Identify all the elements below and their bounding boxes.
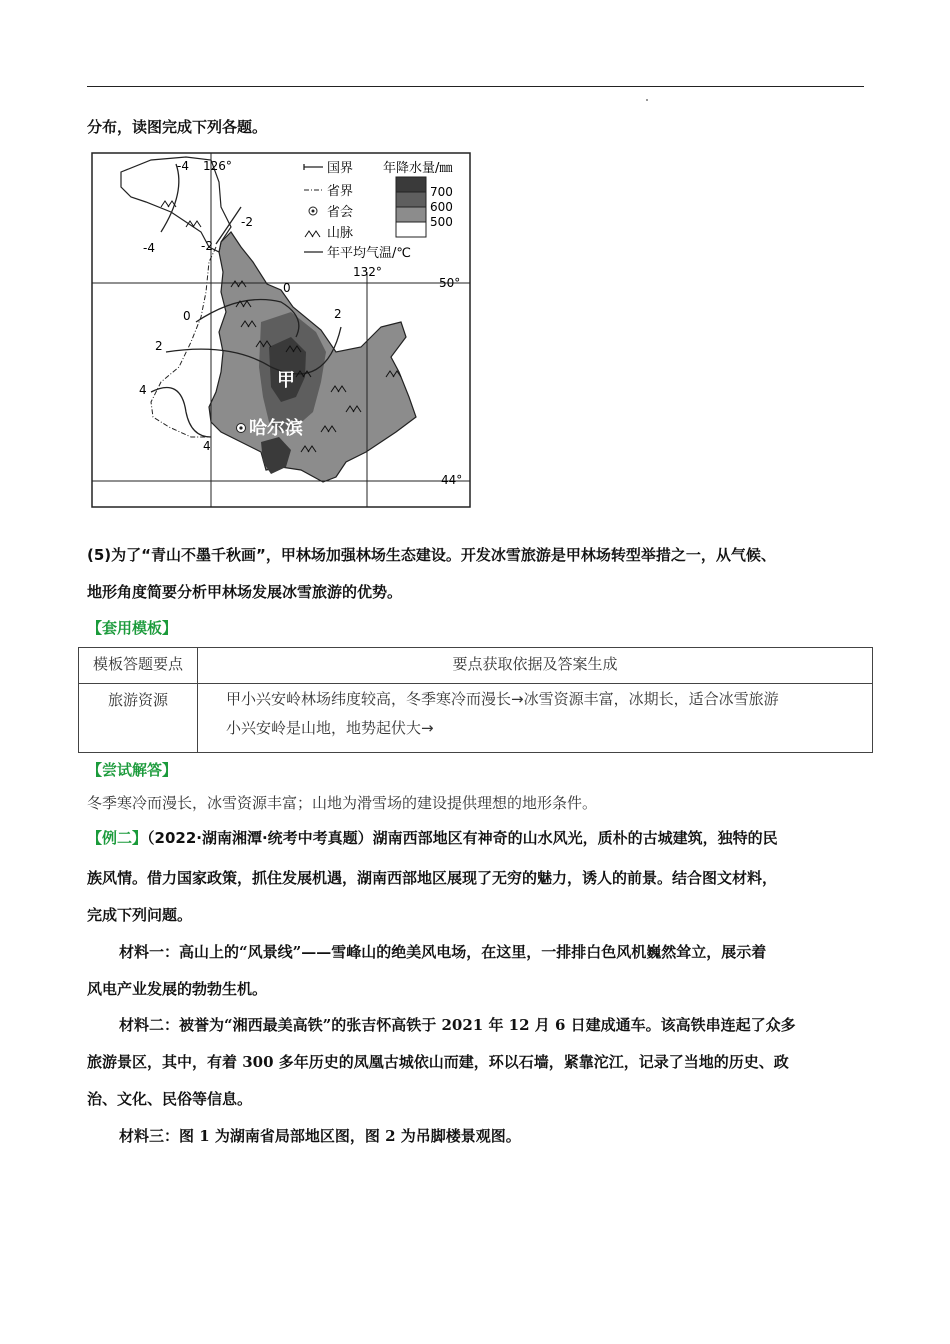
q5-line2: 地形角度简要分析甲林场发展冰雪旅游的优势。: [87, 583, 403, 601]
iso-label: 2: [155, 339, 163, 353]
iso-label: 4: [203, 439, 211, 453]
legend-border: 国界: [327, 161, 354, 176]
template-label: 【套用模板】: [87, 619, 178, 637]
legend-province-border: 省界: [327, 184, 354, 199]
answer-text: 冬季寒冷而漫长，冰雪资源丰富；山地为滑雪场的建设提供理想的地形条件。: [87, 794, 598, 812]
template-table: [78, 647, 873, 753]
answer-label: 【尝试解答】: [87, 761, 178, 779]
table-row-line2: 小兴安岭是山地，地势起伏大→: [226, 719, 434, 737]
table-header-basis: 要点获取依据及答案生成: [198, 648, 873, 684]
iso-label: 0: [283, 281, 291, 295]
material1-line2: 风电产业发展的勃勃生机。: [87, 980, 268, 998]
material2-line1: 材料二：被誉为“湘西最美高铁”的张吉怀高铁于 2021 年 12 月 6 日建成通车。该高铁串连起了众多: [119, 1016, 796, 1034]
material2-line2: 旅游景区，其中，有着 300 多年历史的凤凰古城依山而建，环以石墙，紧靠沱江，记录了当地的历史、政: [87, 1053, 789, 1071]
iso-label: -4: [143, 241, 155, 255]
label-50: 50°: [439, 276, 461, 290]
iso-label: -2: [241, 215, 253, 229]
table-row-line1: 甲小兴安岭林场纬度较高，冬季寒冷而漫长→冰雪资源丰富，冰期长，适合冰雪旅游: [226, 690, 779, 708]
material2-line3: 治、文化、民俗等信息。: [87, 1090, 253, 1108]
iso-label: 2: [334, 307, 342, 321]
material3-line: 材料三：图 1 为湖南省局部地区图，图 2 为吊脚楼景观图。: [119, 1127, 521, 1145]
example2-tag: 【例二】: [87, 829, 148, 847]
table-row-key: 旅游资源: [79, 684, 198, 753]
example2-line1: [87, 828, 778, 848]
material1-line1: 材料一：高山上的“风景线”——雪峰山的绝美风电场，在这里，一排排白色风机巍然耸立，展示着: [119, 943, 767, 961]
example2-line3: 完成下列问题。: [87, 906, 193, 924]
heilongjiang-map: [91, 152, 471, 508]
iso-label: 4: [139, 383, 147, 397]
example2-source: （2022·湖南湘潭·统考中考真题）: [147, 829, 373, 847]
legend-capital: 省会: [327, 205, 354, 220]
header-rule: [87, 86, 864, 87]
label-126: 126°: [203, 159, 232, 173]
legend-precip-title: 年降水量/㎜: [383, 161, 453, 176]
legend-mountain: 山脉: [327, 226, 354, 241]
legend-500: 500: [430, 215, 453, 229]
intro-text: 分布，读图完成下列各题。: [87, 118, 268, 136]
label-132: 132°: [353, 265, 382, 279]
example2-line1-rest: 湖南西部地区有神奇的山水风光，质朴的古城建筑，独特的民: [372, 829, 778, 847]
example2-line2: 族风情。借力国家政策，抓住发展机遇，湖南西部地区展现了无穷的魅力，诱人的前景。结合图文材料，: [87, 869, 778, 887]
iso-label: -4: [177, 159, 189, 173]
iso-label: 0: [183, 309, 191, 323]
label-jia: 甲: [277, 370, 295, 391]
label-harbin: 哈尔滨: [249, 418, 303, 439]
legend-isotherm: 年平均气温/℃: [327, 246, 411, 261]
q5-line1: (5)为了“青山不墨千秋画”，甲林场加强林场生态建设。开发冰雪旅游是甲林场转型举措之一，从气候、: [87, 546, 776, 564]
iso-label: -2: [201, 239, 213, 253]
legend-600: 600: [430, 200, 453, 214]
label-44: 44°: [441, 473, 463, 487]
legend-700: 700: [430, 185, 453, 199]
header-dot: [646, 99, 648, 101]
table-header-key: 模板答题要点: [79, 648, 198, 684]
